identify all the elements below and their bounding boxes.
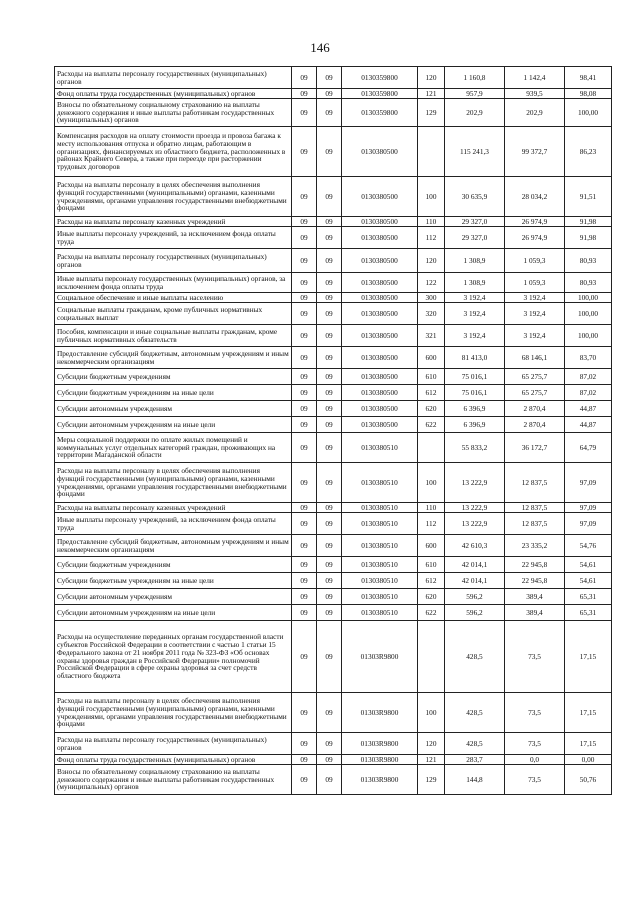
execution-percent: 91,98 (565, 227, 612, 249)
planned-amount: 6 396,9 (445, 401, 505, 417)
actual-amount: 73,5 (505, 621, 565, 693)
actual-amount: 2 870,4 (505, 417, 565, 433)
planned-amount: 957,9 (445, 89, 505, 99)
section-code: 09 (292, 227, 317, 249)
expense-type-code: 120 (418, 249, 445, 273)
table-row (55, 765, 612, 795)
actual-amount: 0,0 (505, 755, 565, 765)
execution-percent: 100,00 (565, 293, 612, 303)
planned-amount: 42 014,1 (445, 557, 505, 573)
expense-type-code: 620 (418, 589, 445, 605)
row-name: Пособия, компенсации и иные социальные выплаты гражданам, кроме публичных нормативных обязательств (55, 325, 292, 347)
actual-amount: 389,4 (505, 605, 565, 621)
actual-amount: 12 837,5 (505, 503, 565, 513)
actual-amount: 36 172,7 (505, 433, 565, 463)
planned-amount: 596,2 (445, 605, 505, 621)
subsection-code: 09 (317, 303, 342, 325)
planned-amount: 29 327,0 (445, 217, 505, 227)
planned-amount: 42 014,1 (445, 573, 505, 589)
table-row (55, 177, 612, 217)
subsection-code: 09 (317, 589, 342, 605)
actual-amount: 73,5 (505, 693, 565, 733)
execution-percent: 17,15 (565, 621, 612, 693)
planned-amount: 29 327,0 (445, 227, 505, 249)
planned-amount: 202,9 (445, 99, 505, 127)
subsection-code: 09 (317, 765, 342, 795)
section-code: 09 (292, 385, 317, 401)
row-name: Расходы на выплаты персоналу в целях обеспечения выполнения функций государственными (муниципальными) органами, казенными учреждениями, органами управления государственными внебюджетными фондами (55, 463, 292, 503)
row-name: Субсидии автономным учреждениям на иные цели (55, 605, 292, 621)
row-name: Субсидии автономным учреждениям на иные цели (55, 417, 292, 433)
planned-amount: 6 396,9 (445, 417, 505, 433)
subsection-code: 09 (317, 573, 342, 589)
expense-type-code: 129 (418, 99, 445, 127)
execution-percent: 83,70 (565, 347, 612, 369)
actual-amount: 26 974,9 (505, 217, 565, 227)
section-code: 09 (292, 573, 317, 589)
execution-percent: 98,41 (565, 67, 612, 89)
expense-type-code: 100 (418, 463, 445, 503)
section-code: 09 (292, 249, 317, 273)
planned-amount: 428,5 (445, 693, 505, 733)
expense-type-code: 612 (418, 573, 445, 589)
planned-amount: 3 192,4 (445, 293, 505, 303)
actual-amount: 1 059,3 (505, 249, 565, 273)
table-row (55, 401, 612, 417)
table-row (55, 385, 612, 401)
actual-amount: 12 837,5 (505, 463, 565, 503)
actual-amount: 23 335,2 (505, 535, 565, 557)
actual-amount: 73,5 (505, 733, 565, 755)
actual-amount: 1 059,3 (505, 273, 565, 293)
page-number: 146 (310, 40, 330, 55)
row-name: Расходы на выплаты персоналу казенных учреждений (55, 503, 292, 513)
section-code: 09 (292, 89, 317, 99)
row-name: Взносы по обязательному социальному страхованию на выплаты денежного содержания и иные выплаты работникам государственных (муниципальных) органов (55, 765, 292, 795)
subsection-code: 09 (317, 503, 342, 513)
expense-type-code: 600 (418, 535, 445, 557)
section-code: 09 (292, 589, 317, 605)
planned-amount: 75 016,1 (445, 385, 505, 401)
section-code: 09 (292, 557, 317, 573)
subsection-code: 09 (317, 369, 342, 385)
execution-percent: 65,31 (565, 589, 612, 605)
table-row (55, 369, 612, 385)
actual-amount: 3 192,4 (505, 325, 565, 347)
target-article-code: 0130380510 (342, 463, 418, 503)
subsection-code: 09 (317, 273, 342, 293)
table-row (55, 325, 612, 347)
section-code: 09 (292, 303, 317, 325)
row-name: Расходы на осуществление переданных органам государственной власти субъектов Российской Федерации в соответствии с частью 1 статьи 15 Федерального закона от 21 ноября 2011 года № 323-ФЗ «Об основах охраны здоровья граждан в Российской Федерации» полномочий Российской Федерации в сфере охраны здоровья за счет средств областного бюджета (55, 621, 292, 693)
target-article-code: 0130380500 (342, 401, 418, 417)
expense-type-code: 112 (418, 513, 445, 535)
planned-amount: 42 610,3 (445, 535, 505, 557)
target-article-code: 0130380500 (342, 249, 418, 273)
planned-amount: 115 241,3 (445, 127, 505, 177)
section-code: 09 (292, 733, 317, 755)
table-row (55, 463, 612, 503)
execution-percent: 97,09 (565, 513, 612, 535)
table-row (55, 99, 612, 127)
execution-percent: 54,61 (565, 573, 612, 589)
row-name: Иные выплаты персоналу учреждений, за исключением фонда оплаты труда (55, 513, 292, 535)
target-article-code: 0130380500 (342, 227, 418, 249)
subsection-code: 09 (317, 693, 342, 733)
target-article-code: 0130359800 (342, 89, 418, 99)
target-article-code: 01303R9800 (342, 733, 418, 755)
subsection-code: 09 (317, 177, 342, 217)
target-article-code: 0130380510 (342, 535, 418, 557)
execution-percent: 65,31 (565, 605, 612, 621)
section-code: 09 (292, 401, 317, 417)
expense-type-code: 622 (418, 417, 445, 433)
row-name: Взносы по обязательному социальному страхованию на выплаты денежного содержания и иные выплаты работникам государственных (муниципальных) органов (55, 99, 292, 127)
expense-type-code: 112 (418, 227, 445, 249)
row-name: Предоставление субсидий бюджетным, автономным учреждениям и иным некоммерческим организациям (55, 347, 292, 369)
section-code: 09 (292, 503, 317, 513)
planned-amount: 428,5 (445, 621, 505, 693)
table-row (55, 217, 612, 227)
planned-amount: 1 160,8 (445, 67, 505, 89)
planned-amount: 428,5 (445, 733, 505, 755)
section-code: 09 (292, 417, 317, 433)
execution-percent: 64,79 (565, 433, 612, 463)
actual-amount: 68 146,1 (505, 347, 565, 369)
subsection-code: 09 (317, 433, 342, 463)
table-row (55, 621, 612, 693)
target-article-code: 0130380500 (342, 273, 418, 293)
section-code: 09 (292, 217, 317, 227)
planned-amount: 596,2 (445, 589, 505, 605)
subsection-code: 09 (317, 99, 342, 127)
actual-amount: 22 945,8 (505, 573, 565, 589)
subsection-code: 09 (317, 401, 342, 417)
subsection-code: 09 (317, 733, 342, 755)
target-article-code: 0130380500 (342, 385, 418, 401)
target-article-code: 01303R9800 (342, 693, 418, 733)
target-article-code: 0130380510 (342, 513, 418, 535)
row-name: Фонд оплаты труда государственных (муниципальных) органов (55, 755, 292, 765)
row-name: Расходы на выплаты персоналу государственных (муниципальных) органов (55, 67, 292, 89)
target-article-code: 0130359800 (342, 67, 418, 89)
target-article-code: 0130359800 (342, 99, 418, 127)
budget-table (54, 66, 612, 795)
actual-amount: 26 974,9 (505, 227, 565, 249)
actual-amount: 389,4 (505, 589, 565, 605)
execution-percent: 91,51 (565, 177, 612, 217)
planned-amount: 144,8 (445, 765, 505, 795)
planned-amount: 283,7 (445, 755, 505, 765)
section-code: 09 (292, 463, 317, 503)
target-article-code: 0130380500 (342, 177, 418, 217)
expense-type-code: 121 (418, 755, 445, 765)
subsection-code: 09 (317, 621, 342, 693)
table-row (55, 303, 612, 325)
table-row (55, 573, 612, 589)
section-code: 09 (292, 765, 317, 795)
expense-type-code: 121 (418, 89, 445, 99)
row-name: Расходы на выплаты персоналу казенных учреждений (55, 217, 292, 227)
actual-amount: 3 192,4 (505, 293, 565, 303)
subsection-code: 09 (317, 535, 342, 557)
planned-amount: 55 833,2 (445, 433, 505, 463)
planned-amount: 3 192,4 (445, 325, 505, 347)
table-row (55, 693, 612, 733)
subsection-code: 09 (317, 293, 342, 303)
row-name: Социальные выплаты гражданам, кроме публичных нормативных социальных выплат (55, 303, 292, 325)
planned-amount: 13 222,9 (445, 503, 505, 513)
section-code: 09 (292, 621, 317, 693)
section-code: 09 (292, 293, 317, 303)
section-code: 09 (292, 99, 317, 127)
section-code: 09 (292, 605, 317, 621)
section-code: 09 (292, 347, 317, 369)
actual-amount: 99 372,7 (505, 127, 565, 177)
subsection-code: 09 (317, 513, 342, 535)
section-code: 09 (292, 273, 317, 293)
section-code: 09 (292, 433, 317, 463)
execution-percent: 86,23 (565, 127, 612, 177)
subsection-code: 09 (317, 217, 342, 227)
table-row (55, 503, 612, 513)
planned-amount: 1 308,9 (445, 273, 505, 293)
subsection-code: 09 (317, 417, 342, 433)
execution-percent: 17,15 (565, 733, 612, 755)
expense-type-code (418, 621, 445, 693)
row-name: Расходы на выплаты персоналу в целях обеспечения выполнения функций государственными (муниципальными) органами, казенными учреждениями, органами управления государственными внебюджетными фондами (55, 177, 292, 217)
execution-percent: 44,87 (565, 417, 612, 433)
subsection-code: 09 (317, 463, 342, 503)
row-name: Субсидии автономным учреждениям (55, 589, 292, 605)
expense-type-code: 320 (418, 303, 445, 325)
execution-percent: 17,15 (565, 693, 612, 733)
expense-type-code: 622 (418, 605, 445, 621)
table-row (55, 67, 612, 89)
execution-percent: 100,00 (565, 325, 612, 347)
actual-amount: 202,9 (505, 99, 565, 127)
table-row (55, 249, 612, 273)
target-article-code: 0130380510 (342, 573, 418, 589)
table-row (55, 433, 612, 463)
section-code: 09 (292, 67, 317, 89)
subsection-code: 09 (317, 755, 342, 765)
expense-type-code: 321 (418, 325, 445, 347)
execution-percent: 100,00 (565, 303, 612, 325)
subsection-code: 09 (317, 605, 342, 621)
target-article-code: 0130380510 (342, 557, 418, 573)
expense-type-code: 120 (418, 67, 445, 89)
table-row (55, 347, 612, 369)
subsection-code: 09 (317, 227, 342, 249)
table-row (55, 589, 612, 605)
execution-percent: 54,61 (565, 557, 612, 573)
expense-type-code: 612 (418, 385, 445, 401)
actual-amount: 3 192,4 (505, 303, 565, 325)
expense-type-code: 122 (418, 273, 445, 293)
subsection-code: 09 (317, 127, 342, 177)
row-name: Предоставление субсидий бюджетным, автономным учреждениям и иным некоммерческим организациям (55, 535, 292, 557)
subsection-code: 09 (317, 249, 342, 273)
execution-percent: 98,08 (565, 89, 612, 99)
table-row (55, 227, 612, 249)
target-article-code: 0130380500 (342, 127, 418, 177)
row-name: Расходы на выплаты персоналу государственных (муниципальных) органов (55, 249, 292, 273)
expense-type-code (418, 433, 445, 463)
subsection-code: 09 (317, 557, 342, 573)
expense-type-code: 110 (418, 217, 445, 227)
target-article-code: 0130380500 (342, 325, 418, 347)
section-code: 09 (292, 535, 317, 557)
target-article-code: 0130380510 (342, 503, 418, 513)
row-name: Субсидии бюджетным учреждениям (55, 557, 292, 573)
actual-amount: 2 870,4 (505, 401, 565, 417)
execution-percent: 97,09 (565, 463, 612, 503)
row-name: Компенсация расходов на оплату стоимости проезда и провоза багажа к месту использования отпуска и обратно лицам, работающим в организациях, финансируемых из областного бюджета, расположенных в районах Крайнего Севера, а также при переезде при расторжении трудовых договоров (55, 127, 292, 177)
actual-amount: 65 275,7 (505, 369, 565, 385)
table-row (55, 605, 612, 621)
table-row (55, 273, 612, 293)
table-row (55, 755, 612, 765)
row-name: Иные выплаты персоналу учреждений, за исключением фонда оплаты труда (55, 227, 292, 249)
table-row (55, 513, 612, 535)
target-article-code: 0130380500 (342, 293, 418, 303)
table-row (55, 557, 612, 573)
actual-amount: 939,5 (505, 89, 565, 99)
subsection-code: 09 (317, 325, 342, 347)
section-code: 09 (292, 325, 317, 347)
target-article-code: 01303R9800 (342, 621, 418, 693)
actual-amount: 22 945,8 (505, 557, 565, 573)
target-article-code: 0130380500 (342, 369, 418, 385)
row-name: Субсидии бюджетным учреждениям на иные цели (55, 385, 292, 401)
planned-amount: 75 016,1 (445, 369, 505, 385)
section-code: 09 (292, 513, 317, 535)
execution-percent: 87,02 (565, 369, 612, 385)
expense-type-code: 610 (418, 557, 445, 573)
subsection-code: 09 (317, 67, 342, 89)
subsection-code: 09 (317, 89, 342, 99)
row-name: Социальное обеспечение и иные выплаты населению (55, 293, 292, 303)
section-code: 09 (292, 693, 317, 733)
table-row (55, 535, 612, 557)
planned-amount: 13 222,9 (445, 513, 505, 535)
planned-amount: 3 192,4 (445, 303, 505, 325)
planned-amount: 81 413,0 (445, 347, 505, 369)
row-name: Иные выплаты персоналу государственных (муниципальных) органов, за исключением фонда оплаты труда (55, 273, 292, 293)
row-name: Расходы на выплаты персоналу государственных (муниципальных) органов (55, 733, 292, 755)
execution-percent: 91,98 (565, 217, 612, 227)
expense-type-code: 620 (418, 401, 445, 417)
expense-type-code: 100 (418, 693, 445, 733)
execution-percent: 97,09 (565, 503, 612, 513)
row-name: Субсидии бюджетным учреждениям (55, 369, 292, 385)
execution-percent: 50,76 (565, 765, 612, 795)
planned-amount: 13 222,9 (445, 463, 505, 503)
target-article-code: 01303R9800 (342, 765, 418, 795)
execution-percent: 0,00 (565, 755, 612, 765)
subsection-code: 09 (317, 385, 342, 401)
actual-amount: 73,5 (505, 765, 565, 795)
actual-amount: 12 837,5 (505, 513, 565, 535)
target-article-code: 0130380500 (342, 417, 418, 433)
table-row (55, 733, 612, 755)
actual-amount: 1 142,4 (505, 67, 565, 89)
row-name: Фонд оплаты труда государственных (муниципальных) органов (55, 89, 292, 99)
section-code: 09 (292, 127, 317, 177)
execution-percent: 44,87 (565, 401, 612, 417)
section-code: 09 (292, 177, 317, 217)
expense-type-code (418, 127, 445, 177)
expense-type-code: 110 (418, 503, 445, 513)
table-row (55, 417, 612, 433)
target-article-code: 01303R9800 (342, 755, 418, 765)
expense-type-code: 600 (418, 347, 445, 369)
expense-type-code: 300 (418, 293, 445, 303)
row-name: Субсидии бюджетным учреждениям на иные цели (55, 573, 292, 589)
target-article-code: 0130380500 (342, 347, 418, 369)
table-row (55, 89, 612, 99)
target-article-code: 0130380500 (342, 303, 418, 325)
execution-percent: 80,93 (565, 249, 612, 273)
target-article-code: 0130380510 (342, 433, 418, 463)
expense-type-code: 120 (418, 733, 445, 755)
execution-percent: 80,93 (565, 273, 612, 293)
target-article-code: 0130380500 (342, 217, 418, 227)
table-row (55, 127, 612, 177)
execution-percent: 100,00 (565, 99, 612, 127)
planned-amount: 30 635,9 (445, 177, 505, 217)
row-name: Расходы на выплаты персоналу в целях обеспечения выполнения функций государственными (муниципальными) органами, казенными учреждениями, органами управления государственными внебюджетными фондами (55, 693, 292, 733)
actual-amount: 65 275,7 (505, 385, 565, 401)
section-code: 09 (292, 369, 317, 385)
row-name: Меры социальной поддержки по оплате жилых помещений и коммунальных услуг отдельных категорий граждан, проживающих на территории Магаданской области (55, 433, 292, 463)
expense-type-code: 129 (418, 765, 445, 795)
table-row (55, 293, 612, 303)
actual-amount: 28 034,2 (505, 177, 565, 217)
expense-type-code: 100 (418, 177, 445, 217)
target-article-code: 0130380510 (342, 605, 418, 621)
expense-type-code: 610 (418, 369, 445, 385)
planned-amount: 1 308,9 (445, 249, 505, 273)
subsection-code: 09 (317, 347, 342, 369)
target-article-code: 0130380510 (342, 589, 418, 605)
execution-percent: 87,02 (565, 385, 612, 401)
execution-percent: 54,76 (565, 535, 612, 557)
section-code: 09 (292, 755, 317, 765)
row-name: Субсидии автономным учреждениям (55, 401, 292, 417)
